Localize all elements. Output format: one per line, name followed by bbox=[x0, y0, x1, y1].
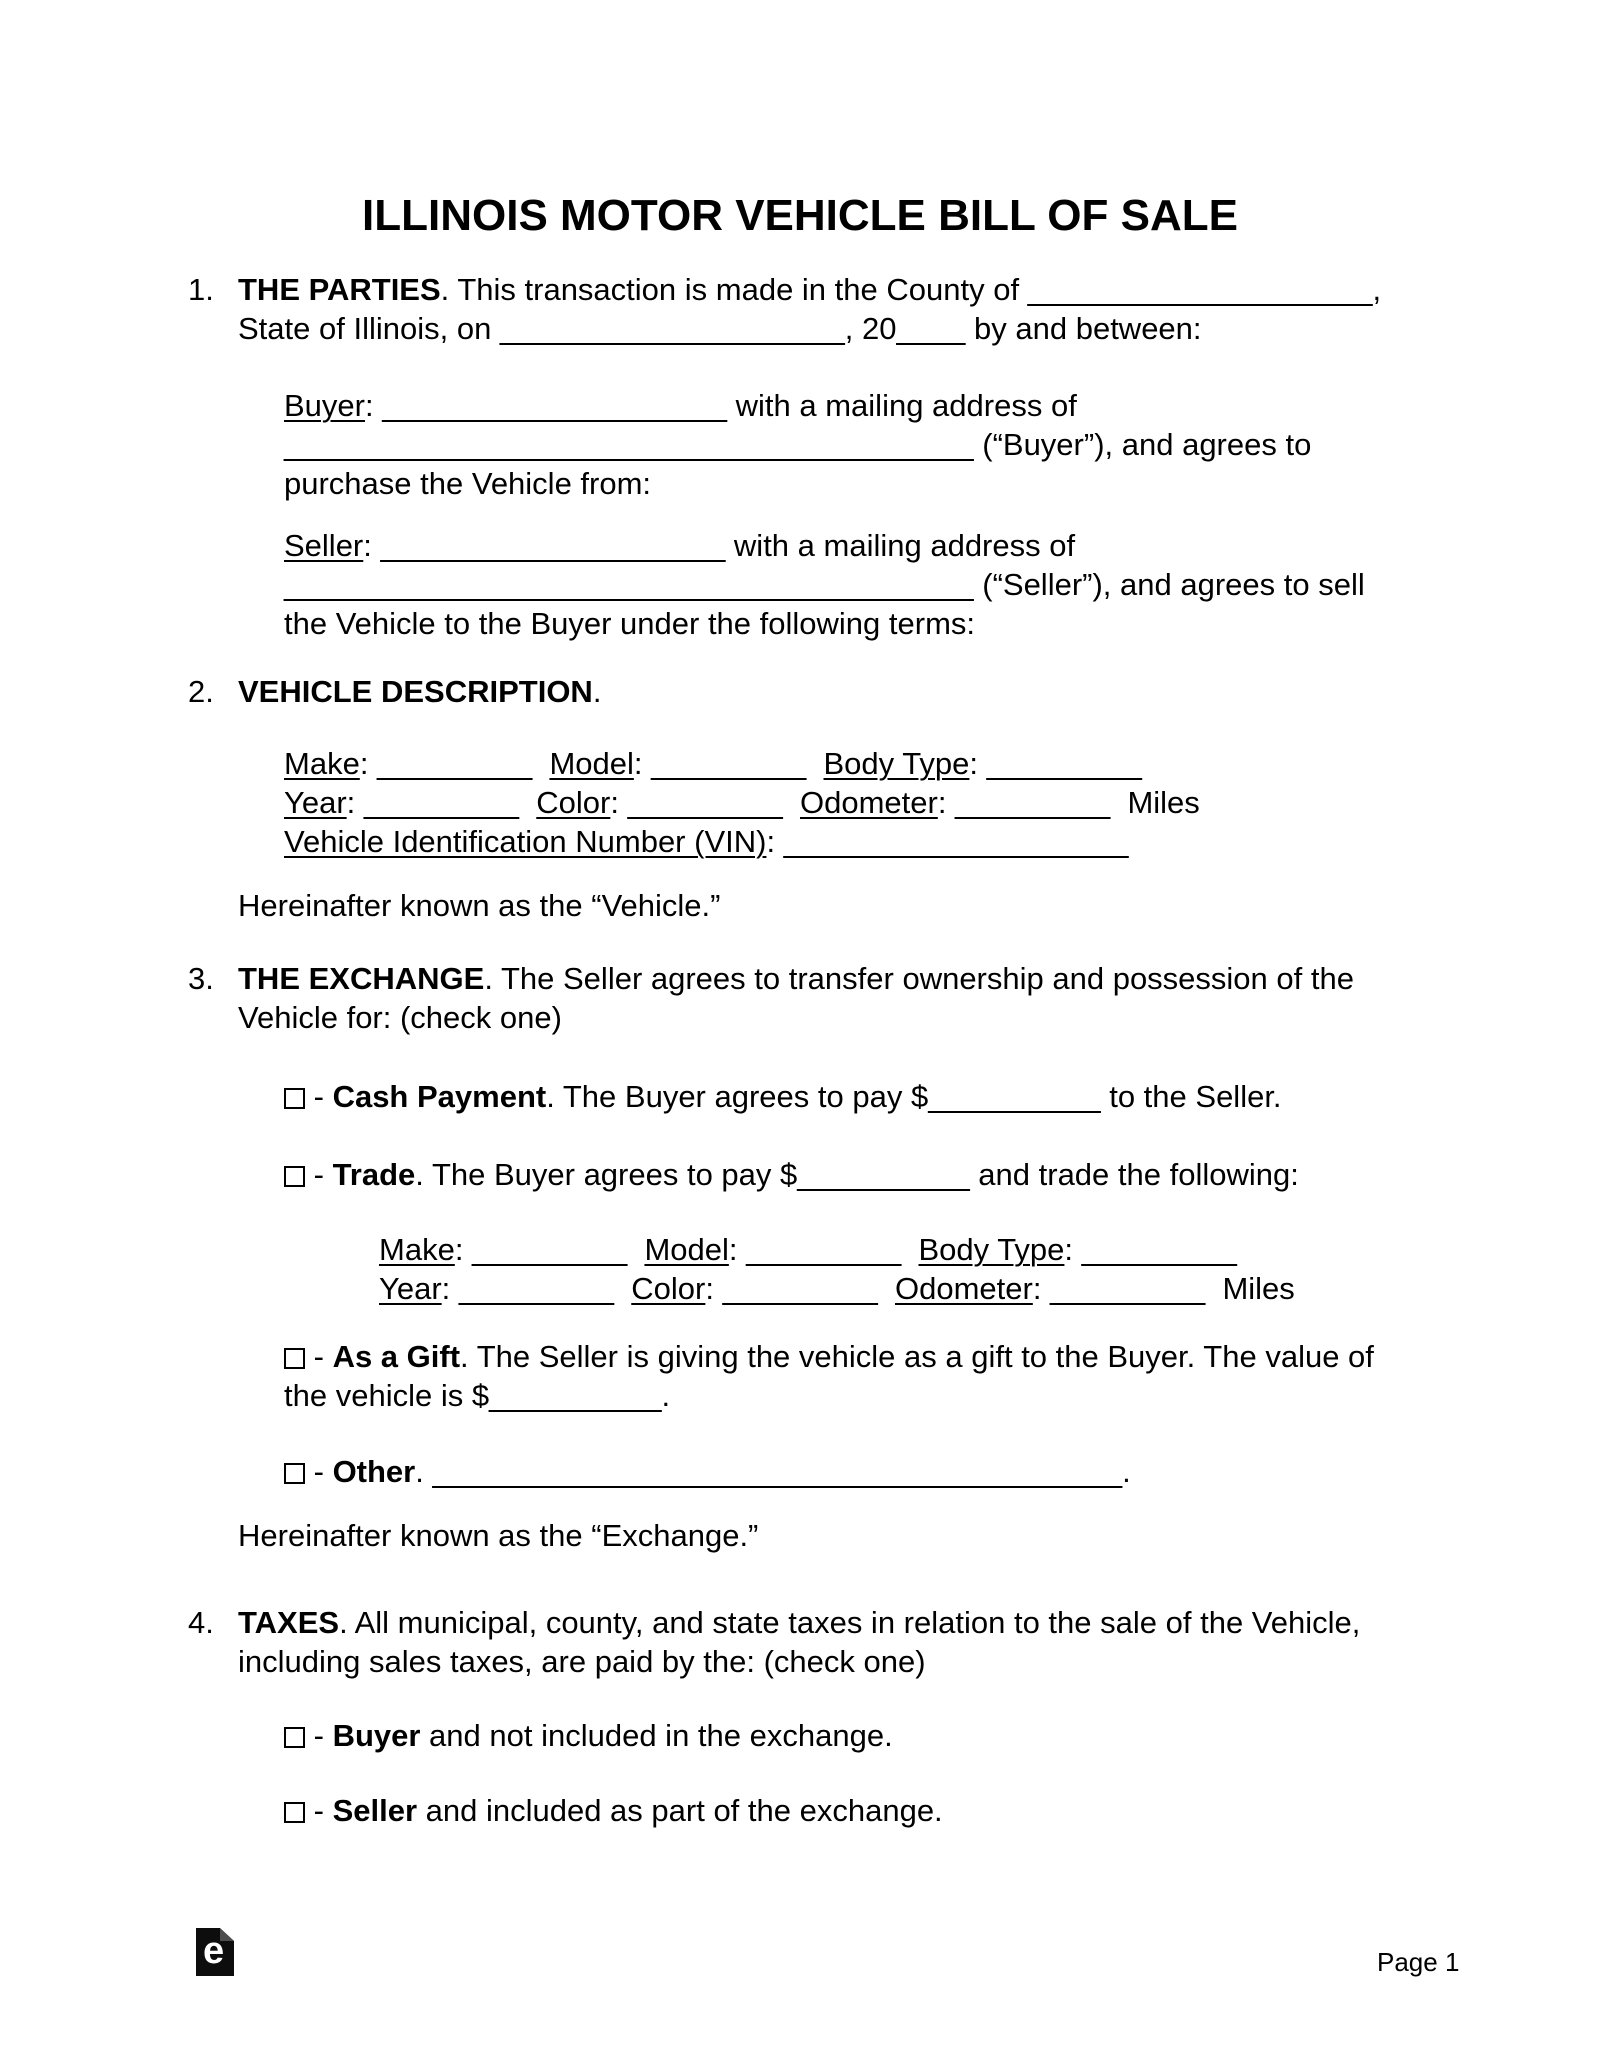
trade-year-blank: : _________ bbox=[441, 1271, 632, 1306]
section-1-number: 1. bbox=[188, 272, 214, 307]
body-type-blank: : _________ bbox=[969, 746, 1142, 781]
trade-vehicle-row-1 bbox=[379, 1230, 1237, 1269]
trade-model-blank: : _________ bbox=[728, 1232, 919, 1267]
known-as-exchange bbox=[238, 1516, 758, 1555]
trade-option bbox=[284, 1155, 1299, 1194]
seller-line-2 bbox=[284, 565, 1365, 604]
odometer-blank: : _________ bbox=[937, 785, 1111, 820]
section-4-heading: TAXES bbox=[238, 1605, 340, 1640]
trade-odometer-label: Odometer bbox=[894, 1271, 1033, 1306]
other-label: Other bbox=[332, 1454, 416, 1489]
taxes-buyer-checkbox[interactable] bbox=[284, 1727, 305, 1748]
trade-year-label: Year bbox=[379, 1271, 442, 1306]
section-2-heading: VEHICLE DESCRIPTION bbox=[238, 674, 593, 709]
trade-label: Trade bbox=[332, 1157, 416, 1192]
section-2-line-1 bbox=[188, 672, 601, 711]
buyer-address-blank-text: ________________________________________ (“Buyer”), and agrees to bbox=[284, 427, 1312, 462]
section-3-line-1 bbox=[188, 959, 1354, 998]
gift-text-1: . The Seller is giving the vehicle as a gift to the Buyer. The value of bbox=[460, 1339, 1374, 1374]
cash-payment-option bbox=[284, 1077, 1282, 1116]
section-3-line-2 bbox=[238, 998, 562, 1037]
taxes-seller-dash: - bbox=[305, 1793, 333, 1828]
known-as-vehicle-text: Hereinafter known as the “Vehicle.” bbox=[238, 888, 721, 923]
trade-vehicle-row-2 bbox=[379, 1269, 1295, 1308]
section-1-text: . This transaction is made in the County of ____________________, bbox=[440, 272, 1382, 307]
trade-odometer-blank: : _________ bbox=[1032, 1271, 1206, 1306]
seller-address-blank-text: ________________________________________ (“Seller”), and agrees to sell bbox=[284, 567, 1365, 602]
seller-line-1 bbox=[284, 526, 1075, 565]
logo-letter: e bbox=[203, 1930, 225, 1972]
buyer-label: Buyer bbox=[284, 388, 365, 423]
model-label: Model bbox=[549, 746, 634, 781]
gift-checkbox[interactable] bbox=[284, 1348, 305, 1369]
section-4-line-1 bbox=[188, 1603, 1360, 1642]
make-label: Make bbox=[284, 746, 360, 781]
section-4-number: 4. bbox=[188, 1605, 214, 1640]
vehicle-row-2 bbox=[284, 783, 1200, 822]
section-4-text-2: including sales taxes, are paid by the: (check one) bbox=[238, 1644, 926, 1679]
model-blank: : _________ bbox=[633, 746, 824, 781]
known-as-exchange-text: Hereinafter known as the “Exchange.” bbox=[238, 1518, 759, 1553]
section-3-number: 3. bbox=[188, 961, 214, 996]
taxes-seller-text: and included as part of the exchange. bbox=[417, 1793, 943, 1828]
body-type-label: Body Type bbox=[823, 746, 970, 781]
trade-checkbox[interactable] bbox=[284, 1166, 305, 1187]
year-label: Year bbox=[284, 785, 347, 820]
buyer-line-2 bbox=[284, 425, 1311, 464]
vehicle-row-1 bbox=[284, 744, 1142, 783]
gift-option-line-1 bbox=[284, 1337, 1374, 1376]
section-2-period: . bbox=[592, 674, 602, 709]
vin-row bbox=[284, 822, 1128, 861]
color-blank: : _________ bbox=[610, 785, 800, 820]
buyer-text-3: purchase the Vehicle from: bbox=[284, 466, 652, 501]
gift-dash: - bbox=[305, 1339, 333, 1374]
miles-label: Miles bbox=[1110, 785, 1200, 820]
trade-color-blank: : _________ bbox=[705, 1271, 895, 1306]
document-title: ILLINOIS MOTOR VEHICLE BILL OF SALE bbox=[362, 191, 1238, 240]
taxes-buyer-text: and not included in the exchange. bbox=[420, 1718, 893, 1753]
taxes-seller-label: Seller bbox=[332, 1793, 418, 1828]
trade-make-blank: : _________ bbox=[454, 1232, 645, 1267]
trade-body-type-blank: : _________ bbox=[1064, 1232, 1237, 1267]
buyer-line-1 bbox=[284, 386, 1077, 425]
other-blank-text: . ________________________________________. bbox=[415, 1454, 1131, 1489]
buyer-name-blank-text: : ____________________ with a mailing address of bbox=[364, 388, 1077, 423]
known-as-vehicle bbox=[238, 886, 720, 925]
cash-dash: - bbox=[305, 1079, 333, 1114]
section-1-heading: THE PARTIES bbox=[238, 272, 441, 307]
trade-miles-label: Miles bbox=[1205, 1271, 1295, 1306]
section-1-line-1 bbox=[188, 270, 1381, 309]
taxes-seller-checkbox[interactable] bbox=[284, 1802, 305, 1823]
other-dash: - bbox=[305, 1454, 333, 1489]
other-option bbox=[284, 1452, 1131, 1491]
cash-payment-label: Cash Payment bbox=[332, 1079, 547, 1114]
taxes-buyer-label: Buyer bbox=[332, 1718, 421, 1753]
section-4-text: . All municipal, county, and state taxes in relation to the sale of the Vehicle, bbox=[339, 1605, 1361, 1640]
vin-blank: : ____________________ bbox=[766, 824, 1129, 859]
odometer-label: Odometer bbox=[799, 785, 938, 820]
gift-option-line-2 bbox=[284, 1376, 670, 1415]
gift-text-2: the vehicle is $__________. bbox=[284, 1378, 671, 1413]
seller-label: Seller bbox=[284, 528, 364, 563]
trade-dash: - bbox=[305, 1157, 333, 1192]
section-3-heading: THE EXCHANGE bbox=[238, 961, 485, 996]
seller-line-3 bbox=[284, 604, 975, 643]
trade-make-label: Make bbox=[379, 1232, 455, 1267]
trade-model-label: Model bbox=[644, 1232, 729, 1267]
trade-color-label: Color bbox=[631, 1271, 706, 1306]
trade-text: . The Buyer agrees to pay $__________ and trade the following: bbox=[415, 1157, 1299, 1192]
make-blank: : _________ bbox=[359, 746, 550, 781]
page-number: Page 1 bbox=[1377, 1947, 1460, 1977]
section-4-line-2 bbox=[238, 1642, 926, 1681]
cash-payment-checkbox[interactable] bbox=[284, 1088, 305, 1109]
section-2-number: 2. bbox=[188, 674, 214, 709]
other-checkbox[interactable] bbox=[284, 1463, 305, 1484]
eforms-logo-icon bbox=[196, 1928, 234, 1976]
cash-payment-text: . The Buyer agrees to pay $__________ to the Seller. bbox=[546, 1079, 1282, 1114]
seller-text-3: the Vehicle to the Buyer under the following terms: bbox=[284, 606, 976, 641]
section-3-text-2: Vehicle for: (check one) bbox=[238, 1000, 562, 1035]
buyer-line-3 bbox=[284, 464, 651, 503]
seller-name-blank-text: : ____________________ with a mailing address of bbox=[363, 528, 1076, 563]
year-blank: : _________ bbox=[346, 785, 537, 820]
section-3-text: . The Seller agrees to transfer ownership and possession of the bbox=[484, 961, 1354, 996]
section-1-text-2: State of Illinois, on ____________________, 20____ by and between: bbox=[238, 311, 1202, 346]
gift-label: As a Gift bbox=[332, 1339, 461, 1374]
trade-body-type-label: Body Type bbox=[918, 1232, 1065, 1267]
taxes-seller-option bbox=[284, 1791, 943, 1830]
taxes-buyer-option bbox=[284, 1716, 893, 1755]
taxes-buyer-dash: - bbox=[305, 1718, 333, 1753]
color-label: Color bbox=[536, 785, 611, 820]
section-1-line-2 bbox=[238, 309, 1202, 348]
vin-label: Vehicle Identification Number (VIN) bbox=[284, 824, 767, 859]
